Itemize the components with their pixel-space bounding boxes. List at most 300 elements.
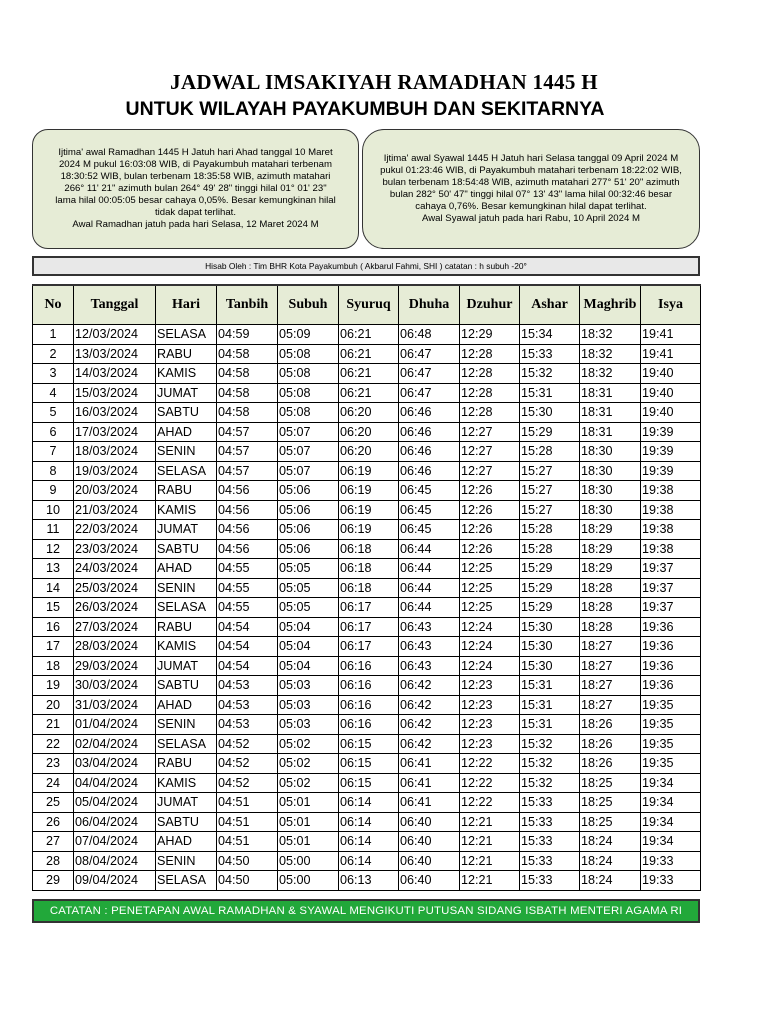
cell-tanggal: 13/03/2024 (74, 344, 156, 364)
cell-tanggal: 25/03/2024 (74, 578, 156, 598)
cell-syuruq: 06:14 (339, 832, 399, 852)
syawal-info-box (362, 129, 700, 249)
cell-ashar: 15:32 (520, 754, 580, 774)
cell-hari: AHAD (156, 559, 217, 579)
cell-isya: 19:38 (641, 520, 701, 540)
cell-tanbih: 04:55 (217, 578, 278, 598)
info-line: 266° 11' 21" azimuth bulan 264° 49' 28" tinggi hilal 01° 01' 23" (64, 183, 327, 194)
cell-syuruq: 06:15 (339, 754, 399, 774)
cell-subuh: 05:02 (278, 754, 339, 774)
cell-subuh: 05:07 (278, 442, 339, 462)
cell-dhuha: 06:45 (399, 500, 460, 520)
cell-syuruq: 06:16 (339, 676, 399, 696)
cell-hari: SELASA (156, 461, 217, 481)
cell-syuruq: 06:20 (339, 403, 399, 423)
cell-subuh: 05:05 (278, 578, 339, 598)
cell-ashar: 15:33 (520, 344, 580, 364)
cell-tanggal: 31/03/2024 (74, 695, 156, 715)
cell-tanbih: 04:55 (217, 559, 278, 579)
cell-syuruq: 06:20 (339, 442, 399, 462)
cell-tanggal: 14/03/2024 (74, 364, 156, 384)
table-row (33, 734, 701, 754)
cell-isya: 19:39 (641, 422, 701, 442)
cell-tanggal: 08/04/2024 (74, 851, 156, 871)
cell-maghrib: 18:25 (580, 812, 641, 832)
table-row (33, 637, 701, 657)
cell-tanggal: 12/03/2024 (74, 325, 156, 345)
cell-syuruq: 06:19 (339, 520, 399, 540)
cell-tanbih: 04:52 (217, 754, 278, 774)
cell-hari: SELASA (156, 871, 217, 891)
cell-dhuha: 06:44 (399, 559, 460, 579)
cell-syuruq: 06:14 (339, 812, 399, 832)
cell-ashar: 15:30 (520, 617, 580, 637)
cell-no: 17 (33, 637, 74, 657)
cell-no: 7 (33, 442, 74, 462)
cell-dhuha: 06:40 (399, 832, 460, 852)
cell-ashar: 15:33 (520, 832, 580, 852)
cell-subuh: 05:08 (278, 383, 339, 403)
cell-tanbih: 04:54 (217, 617, 278, 637)
cell-isya: 19:40 (641, 403, 701, 423)
info-line: Awal Syawal jatuh pada hari Rabu, 10 April 2024 M (422, 213, 640, 224)
column-header-hari: Hari (156, 285, 217, 325)
cell-maghrib: 18:31 (580, 403, 641, 423)
cell-hari: KAMIS (156, 637, 217, 657)
cell-isya: 19:38 (641, 539, 701, 559)
cell-dhuha: 06:44 (399, 578, 460, 598)
cell-dzuhur: 12:28 (460, 383, 520, 403)
cell-ashar: 15:33 (520, 793, 580, 813)
cell-tanggal: 28/03/2024 (74, 637, 156, 657)
cell-dhuha: 06:43 (399, 617, 460, 637)
cell-maghrib: 18:24 (580, 851, 641, 871)
cell-dhuha: 06:43 (399, 656, 460, 676)
table-body (33, 325, 701, 891)
cell-ashar: 15:29 (520, 422, 580, 442)
cell-tanbih: 04:59 (217, 325, 278, 345)
cell-maghrib: 18:26 (580, 734, 641, 754)
cell-dhuha: 06:47 (399, 383, 460, 403)
cell-subuh: 05:01 (278, 832, 339, 852)
cell-subuh: 05:02 (278, 773, 339, 793)
column-header-no: No (33, 285, 74, 325)
cell-dzuhur: 12:23 (460, 695, 520, 715)
cell-dhuha: 06:46 (399, 422, 460, 442)
cell-hari: AHAD (156, 832, 217, 852)
cell-maghrib: 18:26 (580, 715, 641, 735)
cell-no: 28 (33, 851, 74, 871)
cell-tanggal: 22/03/2024 (74, 520, 156, 540)
cell-dhuha: 06:40 (399, 851, 460, 871)
cell-ashar: 15:30 (520, 637, 580, 657)
cell-subuh: 05:03 (278, 715, 339, 735)
cell-maghrib: 18:25 (580, 773, 641, 793)
cell-subuh: 05:07 (278, 422, 339, 442)
cell-syuruq: 06:18 (339, 578, 399, 598)
cell-syuruq: 06:15 (339, 773, 399, 793)
cell-tanbih: 04:50 (217, 871, 278, 891)
cell-ashar: 15:29 (520, 598, 580, 618)
cell-hari: SABTU (156, 403, 217, 423)
cell-tanggal: 19/03/2024 (74, 461, 156, 481)
cell-isya: 19:36 (641, 656, 701, 676)
table-row (33, 754, 701, 774)
cell-ashar: 15:33 (520, 851, 580, 871)
cell-syuruq: 06:17 (339, 617, 399, 637)
cell-no: 21 (33, 715, 74, 735)
cell-hari: SENIN (156, 578, 217, 598)
cell-tanbih: 04:58 (217, 383, 278, 403)
cell-hari: RABU (156, 481, 217, 501)
cell-no: 20 (33, 695, 74, 715)
cell-tanbih: 04:53 (217, 695, 278, 715)
cell-tanggal: 17/03/2024 (74, 422, 156, 442)
column-header-dhuha: Dhuha (399, 285, 460, 325)
cell-tanbih: 04:54 (217, 656, 278, 676)
cell-syuruq: 06:16 (339, 715, 399, 735)
cell-subuh: 05:08 (278, 403, 339, 423)
cell-subuh: 05:04 (278, 656, 339, 676)
table-row (33, 793, 701, 813)
cell-no: 5 (33, 403, 74, 423)
column-header-subuh: Subuh (278, 285, 339, 325)
cell-syuruq: 06:19 (339, 461, 399, 481)
table-row (33, 461, 701, 481)
cell-no: 16 (33, 617, 74, 637)
cell-tanggal: 16/03/2024 (74, 403, 156, 423)
ramadhan-info-text (55, 147, 336, 231)
cell-dhuha: 06:46 (399, 442, 460, 462)
info-line: lama hilal 00:05:05 besar cahaya 0,05%. Besar kemungkinan hilal (55, 195, 336, 206)
cell-maghrib: 18:27 (580, 676, 641, 696)
cell-subuh: 05:06 (278, 500, 339, 520)
info-line: 2024 M pukul 16:03:08 WIB, di Payakumbuh matahari terbenam (58, 159, 333, 170)
cell-subuh: 05:06 (278, 481, 339, 501)
cell-dhuha: 06:48 (399, 325, 460, 345)
cell-hari: RABU (156, 754, 217, 774)
cell-subuh: 05:00 (278, 871, 339, 891)
table-row (33, 598, 701, 618)
cell-dzuhur: 12:25 (460, 559, 520, 579)
cell-ashar: 15:31 (520, 695, 580, 715)
cell-tanggal: 05/04/2024 (74, 793, 156, 813)
cell-no: 8 (33, 461, 74, 481)
cell-tanggal: 30/03/2024 (74, 676, 156, 696)
cell-tanggal: 06/04/2024 (74, 812, 156, 832)
cell-tanbih: 04:54 (217, 637, 278, 657)
cell-ashar: 15:31 (520, 715, 580, 735)
cell-dzuhur: 12:21 (460, 871, 520, 891)
cell-dhuha: 06:45 (399, 520, 460, 540)
cell-dhuha: 06:40 (399, 871, 460, 891)
cell-dhuha: 06:47 (399, 364, 460, 384)
cell-syuruq: 06:18 (339, 539, 399, 559)
cell-ashar: 15:28 (520, 442, 580, 462)
table-row (33, 812, 701, 832)
cell-no: 3 (33, 364, 74, 384)
cell-dhuha: 06:44 (399, 539, 460, 559)
cell-tanbih: 04:50 (217, 851, 278, 871)
cell-isya: 19:41 (641, 344, 701, 364)
cell-isya: 19:35 (641, 695, 701, 715)
cell-ashar: 15:27 (520, 461, 580, 481)
cell-hari: KAMIS (156, 773, 217, 793)
cell-no: 6 (33, 422, 74, 442)
cell-tanggal: 26/03/2024 (74, 598, 156, 618)
cell-isya: 19:38 (641, 481, 701, 501)
cell-tanggal: 18/03/2024 (74, 442, 156, 462)
cell-no: 18 (33, 656, 74, 676)
cell-tanbih: 04:51 (217, 793, 278, 813)
cell-subuh: 05:08 (278, 364, 339, 384)
cell-isya: 19:37 (641, 598, 701, 618)
cell-ashar: 15:28 (520, 520, 580, 540)
cell-ashar: 15:31 (520, 676, 580, 696)
cell-no: 26 (33, 812, 74, 832)
cell-dzuhur: 12:24 (460, 656, 520, 676)
cell-syuruq: 06:21 (339, 383, 399, 403)
cell-tanggal: 09/04/2024 (74, 871, 156, 891)
cell-ashar: 15:29 (520, 578, 580, 598)
cell-ashar: 15:30 (520, 656, 580, 676)
cell-dzuhur: 12:28 (460, 364, 520, 384)
cell-tanggal: 02/04/2024 (74, 734, 156, 754)
cell-hari: SENIN (156, 851, 217, 871)
cell-dzuhur: 12:24 (460, 637, 520, 657)
cell-dzuhur: 12:22 (460, 754, 520, 774)
cell-dzuhur: 12:21 (460, 851, 520, 871)
cell-isya: 19:39 (641, 442, 701, 462)
cell-syuruq: 06:21 (339, 325, 399, 345)
info-line: 18:30:52 WIB, bulan terbenam 18:35:58 WIB, azimuth matahari (60, 171, 331, 182)
info-line: cahaya 0,76%. Besar kemungkinan hilal dapat terlihat. (415, 201, 647, 212)
cell-maghrib: 18:27 (580, 695, 641, 715)
cell-subuh: 05:04 (278, 637, 339, 657)
cell-hari: SELASA (156, 734, 217, 754)
cell-maghrib: 18:29 (580, 559, 641, 579)
cell-hari: RABU (156, 617, 217, 637)
cell-subuh: 05:02 (278, 734, 339, 754)
cell-no: 10 (33, 500, 74, 520)
cell-subuh: 05:01 (278, 793, 339, 813)
cell-hari: KAMIS (156, 500, 217, 520)
table-header-row (33, 285, 701, 325)
cell-no: 22 (33, 734, 74, 754)
cell-dzuhur: 12:26 (460, 539, 520, 559)
cell-dzuhur: 12:25 (460, 598, 520, 618)
cell-dzuhur: 12:26 (460, 481, 520, 501)
cell-dzuhur: 12:25 (460, 578, 520, 598)
table-row (33, 442, 701, 462)
cell-dzuhur: 12:27 (460, 461, 520, 481)
cell-tanbih: 04:58 (217, 403, 278, 423)
cell-tanbih: 04:58 (217, 364, 278, 384)
cell-hari: SENIN (156, 715, 217, 735)
table-row (33, 851, 701, 871)
cell-maghrib: 18:24 (580, 871, 641, 891)
cell-maghrib: 18:28 (580, 578, 641, 598)
cell-ashar: 15:28 (520, 539, 580, 559)
cell-no: 12 (33, 539, 74, 559)
cell-no: 24 (33, 773, 74, 793)
table-row (33, 715, 701, 735)
cell-isya: 19:35 (641, 754, 701, 774)
cell-syuruq: 06:13 (339, 871, 399, 891)
cell-isya: 19:34 (641, 793, 701, 813)
cell-dhuha: 06:46 (399, 403, 460, 423)
cell-maghrib: 18:31 (580, 383, 641, 403)
cell-tanbih: 04:52 (217, 773, 278, 793)
info-line: Awal Ramadhan jatuh pada hari Selasa, 12 Maret 2024 M (72, 219, 319, 230)
cell-dhuha: 06:42 (399, 734, 460, 754)
table-row (33, 500, 701, 520)
cell-dhuha: 06:41 (399, 754, 460, 774)
cell-ashar: 15:27 (520, 500, 580, 520)
cell-syuruq: 06:16 (339, 656, 399, 676)
cell-dzuhur: 12:24 (460, 617, 520, 637)
cell-dhuha: 06:42 (399, 695, 460, 715)
cell-hari: JUMAT (156, 520, 217, 540)
cell-tanbih: 04:58 (217, 344, 278, 364)
cell-tanggal: 29/03/2024 (74, 656, 156, 676)
cell-hari: SABTU (156, 812, 217, 832)
cell-subuh: 05:08 (278, 344, 339, 364)
cell-no: 15 (33, 598, 74, 618)
cell-isya: 19:36 (641, 676, 701, 696)
cell-isya: 19:40 (641, 383, 701, 403)
cell-tanbih: 04:55 (217, 598, 278, 618)
cell-dzuhur: 12:23 (460, 734, 520, 754)
table-row (33, 481, 701, 501)
info-line: Ijtima' awal Syawal 1445 H Jatuh hari Selasa tanggal 09 April 2024 M (383, 153, 679, 164)
table-row (33, 539, 701, 559)
cell-dhuha: 06:42 (399, 715, 460, 735)
cell-maghrib: 18:24 (580, 832, 641, 852)
cell-tanbih: 04:56 (217, 520, 278, 540)
cell-isya: 19:37 (641, 559, 701, 579)
cell-isya: 19:35 (641, 715, 701, 735)
cell-maghrib: 18:30 (580, 442, 641, 462)
cell-hari: AHAD (156, 695, 217, 715)
info-line: pukul 01:23:46 WIB, di Payakumbuh matahari terbenam 18:22:02 WIB, (380, 165, 682, 176)
cell-syuruq: 06:19 (339, 481, 399, 501)
cell-subuh: 05:05 (278, 559, 339, 579)
syawal-info-text (380, 153, 682, 225)
cell-hari: SABTU (156, 539, 217, 559)
cell-hari: SABTU (156, 676, 217, 696)
cell-subuh: 05:06 (278, 539, 339, 559)
info-line: Ijtima' awal Ramadhan 1445 H Jatuh hari Ahad tanggal 10 Maret (58, 147, 333, 158)
cell-maghrib: 18:29 (580, 539, 641, 559)
cell-dhuha: 06:41 (399, 773, 460, 793)
cell-tanggal: 04/04/2024 (74, 773, 156, 793)
cell-tanbih: 04:53 (217, 715, 278, 735)
cell-tanbih: 04:56 (217, 539, 278, 559)
cell-dhuha: 06:40 (399, 812, 460, 832)
cell-isya: 19:33 (641, 851, 701, 871)
cell-dzuhur: 12:22 (460, 773, 520, 793)
cell-dhuha: 06:42 (399, 676, 460, 696)
table-row (33, 676, 701, 696)
cell-isya: 19:41 (641, 325, 701, 345)
cell-hari: JUMAT (156, 383, 217, 403)
cell-no: 27 (33, 832, 74, 852)
cell-syuruq: 06:17 (339, 598, 399, 618)
cell-no: 25 (33, 793, 74, 813)
cell-tanbih: 04:57 (217, 422, 278, 442)
page-subtitle: UNTUK WILAYAH PAYAKUMBUH DAN SEKITARNYA (125, 98, 605, 120)
cell-maghrib: 18:31 (580, 422, 641, 442)
cell-tanbih: 04:56 (217, 500, 278, 520)
cell-tanbih: 04:57 (217, 461, 278, 481)
cell-hari: RABU (156, 344, 217, 364)
column-header-syuruq: Syuruq (339, 285, 399, 325)
table-row (33, 617, 701, 637)
cell-tanggal: 03/04/2024 (74, 754, 156, 774)
cell-hari: SELASA (156, 325, 217, 345)
page-title: JADWAL IMSAKIYAH RAMADHAN 1445 H (170, 70, 598, 94)
cell-ashar: 15:32 (520, 364, 580, 384)
cell-dhuha: 06:44 (399, 598, 460, 618)
cell-hari: AHAD (156, 422, 217, 442)
cell-subuh: 05:03 (278, 676, 339, 696)
cell-dhuha: 06:47 (399, 344, 460, 364)
cell-maghrib: 18:30 (580, 481, 641, 501)
table-row (33, 832, 701, 852)
cell-tanggal: 07/04/2024 (74, 832, 156, 852)
cell-isya: 19:34 (641, 832, 701, 852)
cell-tanggal: 01/04/2024 (74, 715, 156, 735)
cell-syuruq: 06:20 (339, 422, 399, 442)
cell-no: 23 (33, 754, 74, 774)
cell-hari: JUMAT (156, 793, 217, 813)
table-row (33, 559, 701, 579)
cell-maghrib: 18:27 (580, 656, 641, 676)
table-row (33, 383, 701, 403)
cell-hari: JUMAT (156, 656, 217, 676)
cell-no: 14 (33, 578, 74, 598)
cell-isya: 19:33 (641, 871, 701, 891)
column-header-isya: Isya (641, 285, 701, 325)
cell-isya: 19:36 (641, 637, 701, 657)
cell-maghrib: 18:27 (580, 637, 641, 657)
column-header-dzuhur: Dzuhur (460, 285, 520, 325)
cell-subuh: 05:06 (278, 520, 339, 540)
cell-dzuhur: 12:22 (460, 793, 520, 813)
cell-subuh: 05:01 (278, 812, 339, 832)
cell-tanggal: 24/03/2024 (74, 559, 156, 579)
cell-tanbih: 04:52 (217, 734, 278, 754)
cell-maghrib: 18:30 (580, 461, 641, 481)
table-row (33, 422, 701, 442)
cell-tanggal: 27/03/2024 (74, 617, 156, 637)
cell-no: 29 (33, 871, 74, 891)
cell-dzuhur: 12:26 (460, 520, 520, 540)
cell-dzuhur: 12:26 (460, 500, 520, 520)
cell-subuh: 05:00 (278, 851, 339, 871)
cell-tanbih: 04:53 (217, 676, 278, 696)
cell-dhuha: 06:45 (399, 481, 460, 501)
cell-ashar: 15:33 (520, 812, 580, 832)
cell-hari: SELASA (156, 598, 217, 618)
cell-isya: 19:35 (641, 734, 701, 754)
cell-ashar: 15:27 (520, 481, 580, 501)
cell-hari: KAMIS (156, 364, 217, 384)
cell-dhuha: 06:43 (399, 637, 460, 657)
cell-tanggal: 15/03/2024 (74, 383, 156, 403)
cell-isya: 19:39 (641, 461, 701, 481)
